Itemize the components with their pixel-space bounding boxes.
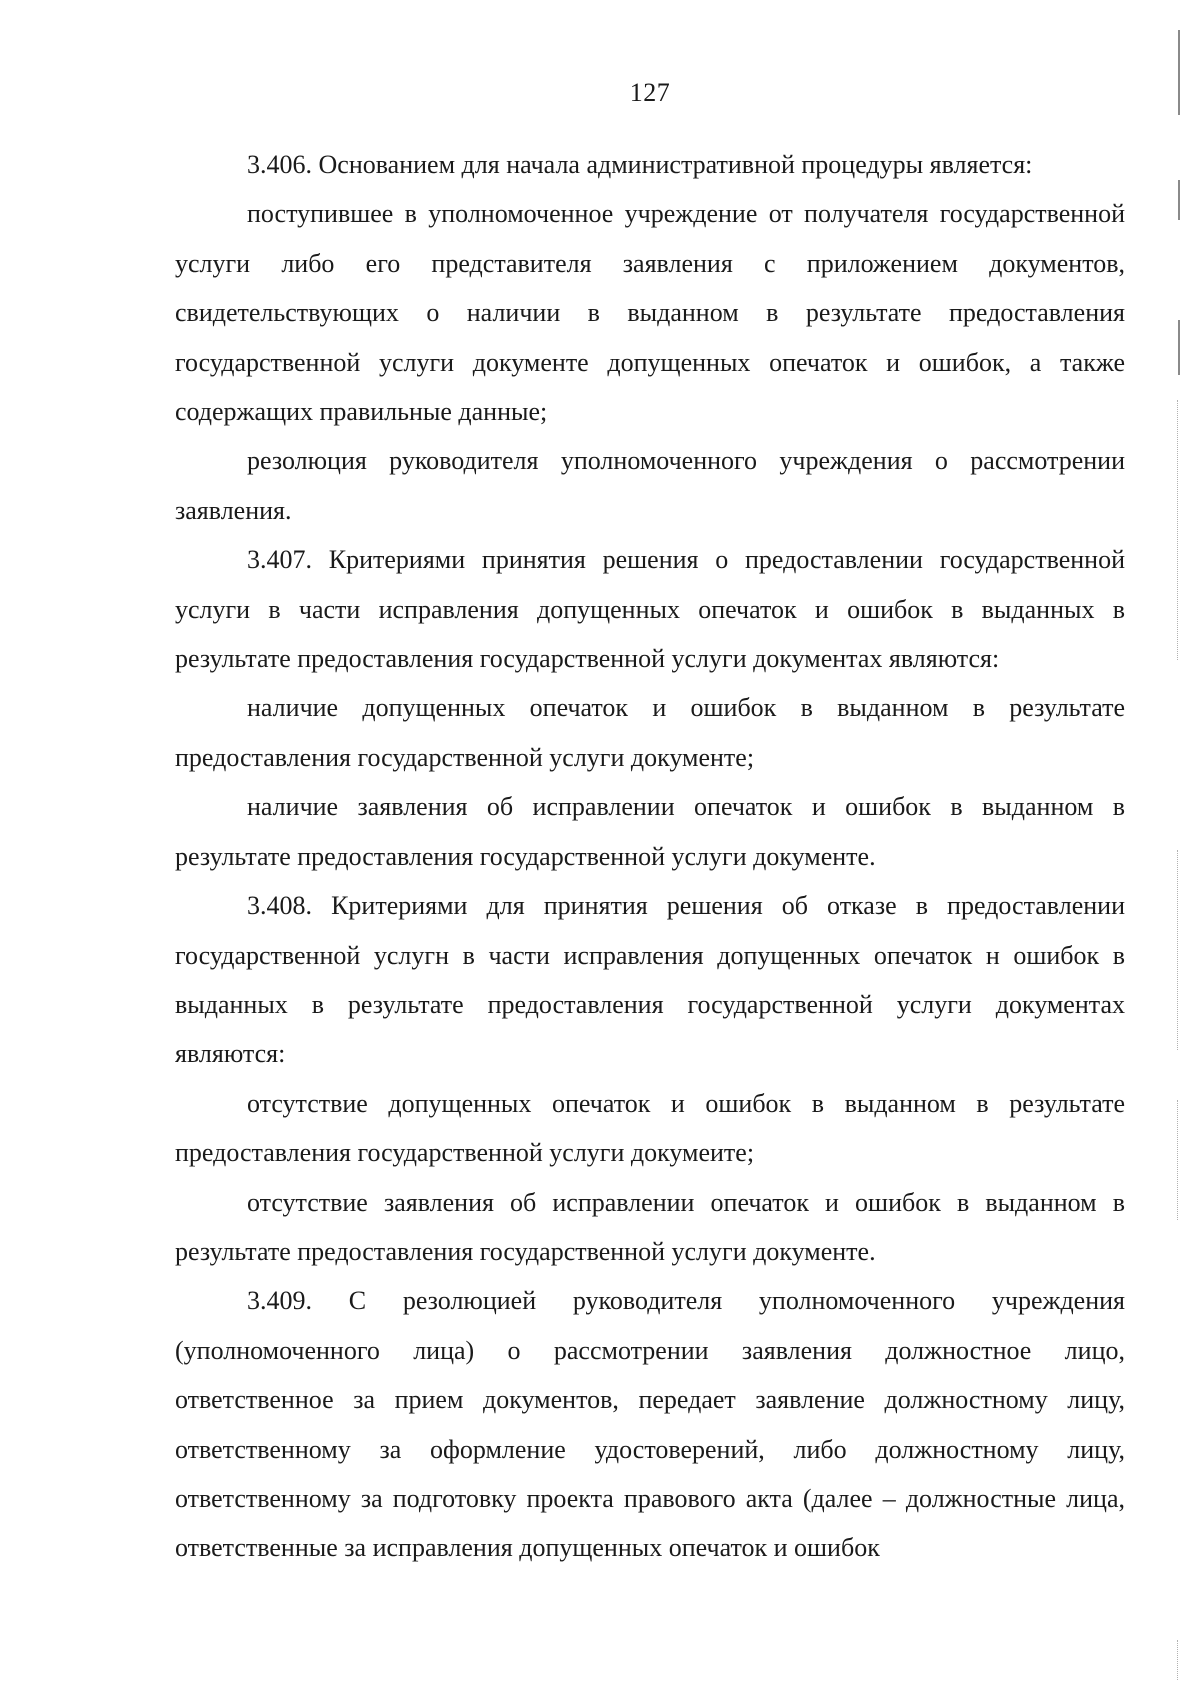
- paragraph: поступившее в уполномоченное учреждение от получателя государственной услуги либо его представителя заявления с приложением документов, свидетельствующих о наличии в выданном в результате предоставления государственной услуги документе допущенных опечаток и ошибок, а также содержащих правильные данные;: [175, 199, 1125, 427]
- paragraph-3-408: 3.408. Критериями для принятия решения об отказе в предоставлении государственной услугн в части исправления допущенных опечаток н ошибок в выданных в результате предоставления государственной услуги документах являются:: [175, 891, 1125, 1069]
- paragraph: наличие допущенных опечаток и ошибок в выданном в результате предоставления государственной услуги документе;: [175, 693, 1125, 772]
- paragraph-3-406: 3.406. Основанием для начала административной процедуры является:: [247, 150, 1033, 179]
- page-number: 127: [629, 78, 671, 107]
- scan-edge-dots: [1177, 400, 1179, 660]
- paragraph: отсутствие допущенных опечаток и ошибок в выданном в результате предоставления государственной услуги докумеите;: [175, 1088, 1125, 1168]
- scan-edge-dots: [1177, 1100, 1179, 1220]
- scan-edge-dots: [1177, 1640, 1179, 1680]
- scan-edge-dots: [1177, 850, 1179, 1050]
- document-body: [175, 140, 1125, 1573]
- paragraph-3-407: 3.407. Критериями принятия решения о предоставлении государственной услуги в части исправления допущенных опечаток и ошибок в выданных в результате предоставления государственной услуги документах являются:: [175, 545, 1125, 674]
- scan-edge-line: [1178, 320, 1180, 375]
- paragraph: наличие заявления об исправлении опечаток и ошибок в выданном в результате предоставления государственной услуги документе.: [175, 792, 1125, 871]
- paragraph: резолюция руководителя уполномоченного учреждения о рассмотрении заявления.: [175, 446, 1125, 525]
- paragraph-3-409: 3.409. С резолюцией руководителя уполномоченного учреждения (уполномоченного лица) о рассмотрении заявления должностное лицо, ответственное за прием документов, передает заявление должностному лицу, ответственному за оформление удостоверений, либо должностному лицу, ответственному за подготовку проекта правового акта (далее – должностные лица, ответственные за исправления допущенных опечаток и ошибок: [175, 1286, 1125, 1563]
- paragraph: отсутствие заявления об исправлении опечаток и ошибок в выданном в результате предоставления государственной услуги документе.: [175, 1187, 1125, 1266]
- scan-edge-line: [1178, 180, 1180, 220]
